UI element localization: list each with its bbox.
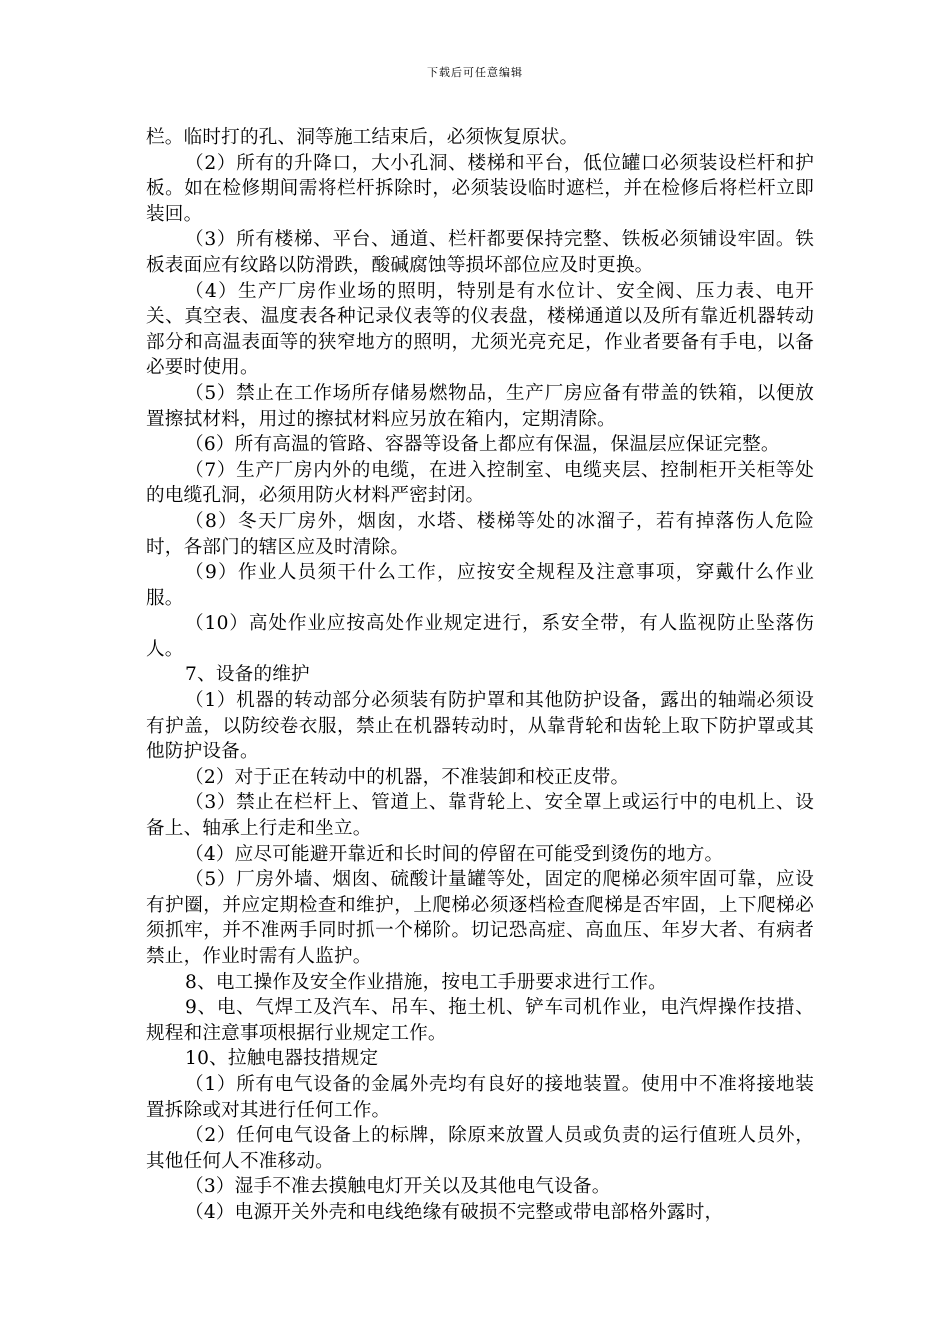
paragraph: （8）冬天厂房外，烟囱，水塔、楼梯等处的冰溜子，若有掉落伤人危险时，各部门的辖区应及时清除。: [146, 510, 814, 558]
paragraph: （3）湿手不准去摸触电灯开关以及其他电气设备。: [185, 1176, 611, 1198]
paragraph: 7、设备的维护: [185, 664, 310, 686]
paragraph: （5）厂房外墙、烟囱、硫酸计量罐等处，固定的爬梯必须牢固可靠，应设有护圈，并应定期检查和维护，上爬梯必须逐档检查爬梯是否牢固，上下爬梯必须抓牢，并不准两手同时抓一个梯阶。切记恐高症、高血压、年岁大者、有病者禁止，作业时需有人监护。: [146, 869, 814, 967]
paragraph: （2）所有的升降口，大小孔洞、楼梯和平台，低位罐口必须装设栏杆和护板。如在检修期间需将栏杆拆除时，必须装设临时遮栏，并在检修后将栏杆立即装回。: [146, 152, 814, 225]
paragraph: （3）所有楼梯、平台、通道、栏杆都要保持完整、铁板必须铺设牢固。铁板表面应有纹路以防滑跌，酸碱腐蚀等损坏部位应及时更换。: [146, 229, 814, 276]
paragraph: （7）生产厂房内外的电缆，在进入控制室、电缆夹层、控制柜开关柜等处的电缆孔洞，必须用防火材料严密封闭。: [146, 459, 814, 507]
paragraph: （2）任何电气设备上的标牌，除原来放置人员或负责的运行值班人员外，其他任何人不准移动。: [146, 1125, 814, 1172]
body-text: [146, 125, 814, 1226]
paragraph: （2）对于正在转动中的机器，不准装卸和校正皮带。: [185, 766, 630, 788]
paragraph: （4）应尽可能避开靠近和长时间的停留在可能受到烫伤的地方。: [185, 843, 724, 865]
paragraph: 8、电工操作及安全作业措施，按电工手册要求进行工作。: [185, 971, 667, 993]
paragraph: 10、拉触电器技措规定: [185, 1048, 379, 1070]
paragraph: （9）作业人员须干什么工作，应按安全规程及注意事项，穿戴什么作业服。: [146, 562, 814, 609]
paragraph: 9、电、气焊工及汽车、吊车、拖土机、铲车司机作业，电汽焊操作技措、规程和注意事项根据行业规定工作。: [146, 997, 814, 1044]
page-header: 下载后可任意编辑: [427, 66, 523, 79]
paragraph: （1）所有电气设备的金属外壳均有良好的接地装置。使用中不准将接地装置拆除或对其进行任何工作。: [146, 1073, 814, 1121]
paragraph: 栏。临时打的孔、洞等施工结束后，必须恢复原状。: [146, 127, 579, 148]
paragraph: （3）禁止在栏杆上、管道上、靠背轮上、安全罩上或运行中的电机上、设备上、轴承上行走和坐立。: [146, 792, 814, 840]
paragraph: （4）电源开关外壳和电线绝缘有破损不完整或带电部格外露时，: [185, 1201, 724, 1223]
paragraph: （1）机器的转动部分必须装有防护罩和其他防护设备，露出的轴端必须设有护盖，以防绞卷衣服，禁止在机器转动时，从靠背轮和齿轮上取下防护罩或其他防护设备。: [146, 690, 814, 763]
paragraph: （4）生产厂房作业场的照明，特别是有水位计、安全阀、压力表、电开关、真空表、温度表各种记录仪表等的仪表盘，楼梯通道以及所有靠近机器转动部分和高温表面等的狭窄地方的照明，尤须光亮充足，作业者要备有手电，以备必要时使用。: [146, 280, 814, 379]
paragraph: （6）所有高温的管路、容器等设备上都应有保温，保温层应保证完整。: [185, 434, 780, 456]
paragraph: （10）高处作业应按高处作业规定进行，系安全带，有人监视防止坠落伤人。: [146, 613, 814, 660]
paragraph: （5）禁止在工作场所存储易燃物品，生产厂房应备有带盖的铁箱，以便放置擦拭材料，用过的擦拭材料应另放在箱内，定期清除。: [146, 382, 814, 430]
